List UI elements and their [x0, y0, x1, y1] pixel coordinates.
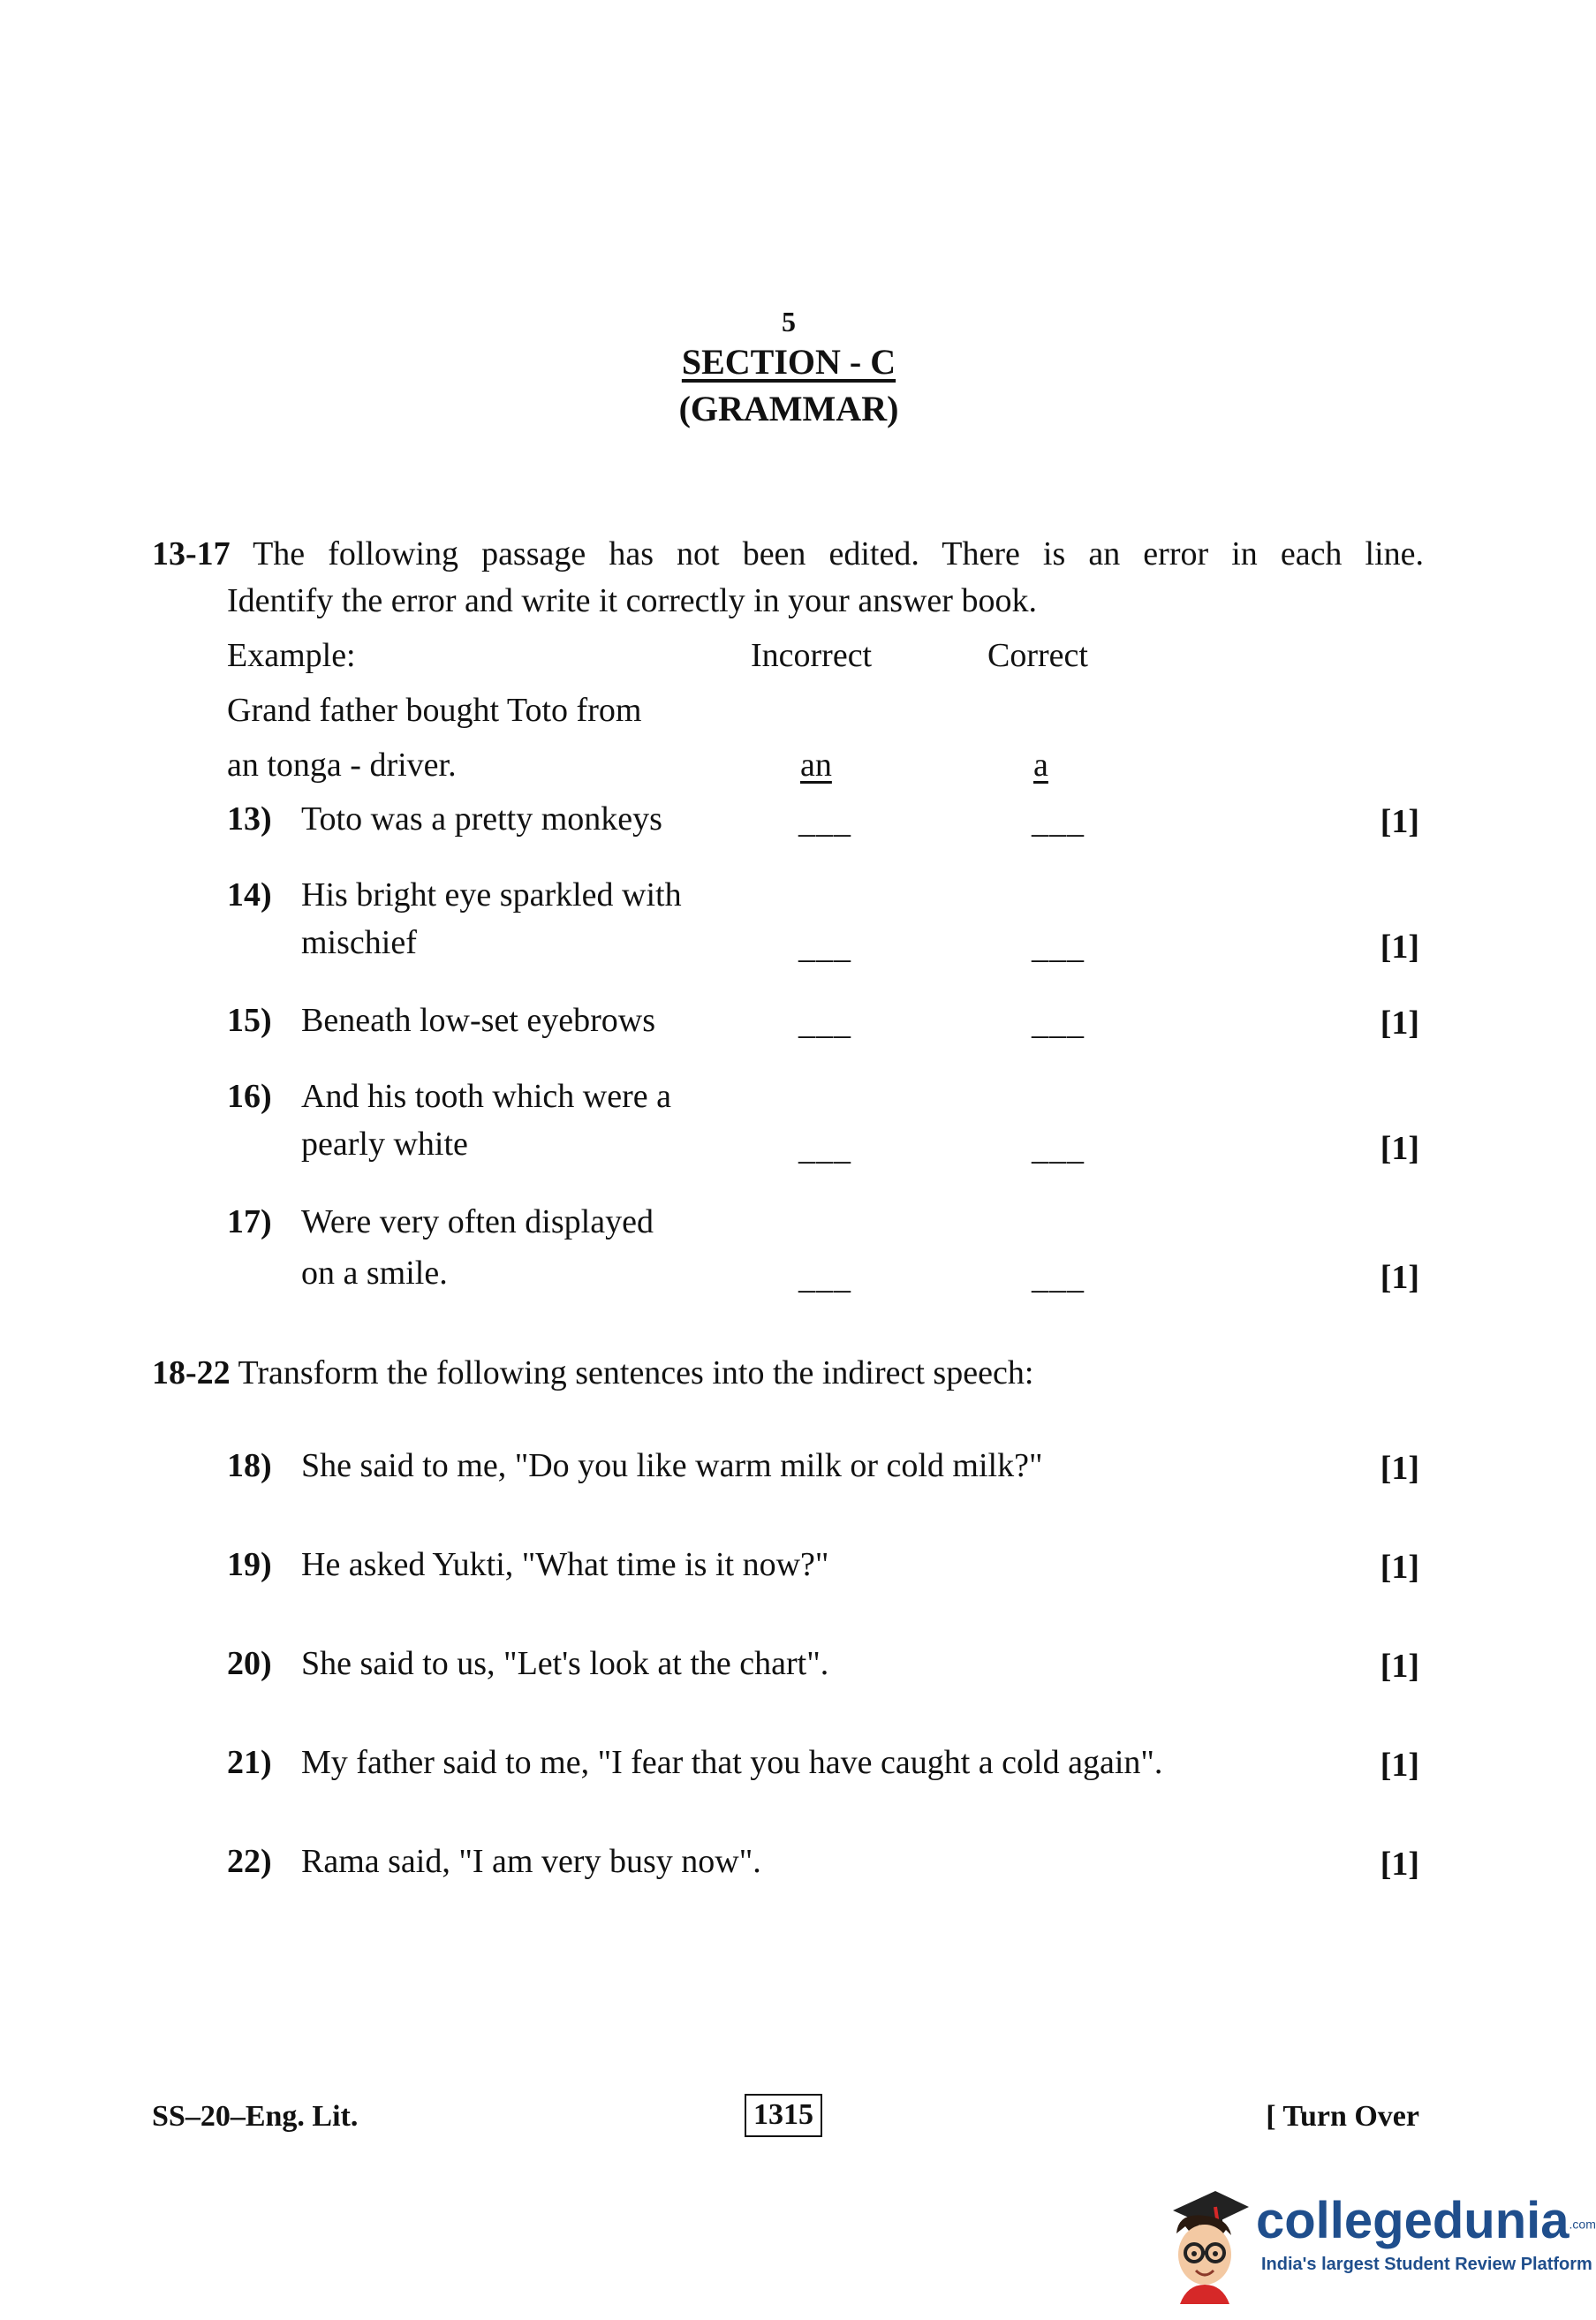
- q15-mark: [1]: [1380, 1005, 1419, 1042]
- q21-number: 21): [227, 1744, 272, 1781]
- footer-paper-code: 1315: [745, 2094, 822, 2137]
- q14-text-line2: mischief: [301, 924, 417, 961]
- q13-incorrect-blank: ___: [798, 803, 851, 840]
- example-label: Example:: [227, 637, 356, 674]
- example-line1: Grand father bought Toto from: [227, 692, 642, 729]
- q20-text: She said to us, "Let's look at the chart".: [301, 1645, 829, 1682]
- q13-17-instruction-line1: 13-17 The following passage has not been edited. There is an error in each line.: [152, 535, 1424, 572]
- q19-text: He asked Yukti, "What time is it now?": [301, 1546, 829, 1583]
- q16-text-line1: And his tooth which were a: [301, 1078, 671, 1115]
- q22-text: Rama said, "I am very busy now".: [301, 1843, 761, 1880]
- q15-incorrect-blank: ___: [798, 1005, 851, 1042]
- q17-text-line1: Were very often displayed: [301, 1203, 654, 1240]
- logo-wordmark: collegedunia.com: [1256, 2192, 1596, 2249]
- q17-number: 17): [227, 1203, 272, 1240]
- q19-mark: [1]: [1380, 1549, 1419, 1586]
- q19-number: 19): [227, 1546, 272, 1583]
- q16-number: 16): [227, 1078, 272, 1115]
- section-subtitle: (GRAMMAR): [678, 389, 899, 428]
- q15-correct-blank: ___: [1032, 1005, 1085, 1042]
- q13-17-instruction-line2: Identify the error and write it correctly in your answer book.: [227, 582, 1037, 619]
- mascot-logo-icon: [1161, 2180, 1249, 2304]
- q16-text-line2: pearly white: [301, 1126, 468, 1163]
- q21-text: My father said to me, "I fear that you have caught a cold again".: [301, 1744, 1163, 1781]
- logo-tagline: India's largest Student Review Platform: [1261, 2255, 1592, 2274]
- q13-mark: [1]: [1380, 803, 1419, 840]
- q16-mark: [1]: [1380, 1130, 1419, 1167]
- q17-correct-blank: ___: [1032, 1259, 1085, 1296]
- col-correct-header: Correct: [987, 637, 1088, 674]
- q17-text-line2: on a smile.: [301, 1255, 448, 1292]
- q14-correct-blank: ___: [1032, 929, 1085, 966]
- q18-mark: [1]: [1380, 1450, 1419, 1487]
- q15-text: Beneath low-set eyebrows: [301, 1002, 655, 1039]
- q14-mark: [1]: [1380, 929, 1419, 966]
- q15-number: 15): [227, 1002, 272, 1039]
- q22-mark: [1]: [1380, 1846, 1419, 1883]
- example-incorrect: an: [800, 747, 832, 784]
- example-correct: a: [1033, 747, 1048, 784]
- q20-mark: [1]: [1380, 1648, 1419, 1685]
- q17-incorrect-blank: ___: [798, 1259, 851, 1296]
- q18-number: 18): [227, 1447, 272, 1484]
- q16-correct-blank: ___: [1032, 1130, 1085, 1167]
- example-line2: an tonga - driver.: [227, 747, 457, 784]
- q16-incorrect-blank: ___: [798, 1130, 851, 1167]
- q14-text-line1: His bright eye sparkled with: [301, 876, 682, 914]
- q13-text: Toto was a pretty monkeys: [301, 800, 662, 838]
- q22-number: 22): [227, 1843, 272, 1880]
- q17-mark: [1]: [1380, 1259, 1419, 1296]
- q21-mark: [1]: [1380, 1747, 1419, 1784]
- footer-turn-over: [ Turn Over: [1266, 2100, 1419, 2133]
- q20-number: 20): [227, 1645, 272, 1682]
- q13-number: 13): [227, 800, 272, 838]
- q13-correct-blank: ___: [1032, 803, 1085, 840]
- page-number: 5: [782, 306, 796, 337]
- q18-text: She said to me, "Do you like warm milk or cold milk?": [301, 1447, 1043, 1484]
- col-incorrect-header: Incorrect: [751, 637, 873, 674]
- q18-22-instruction: 18-22 Transform the following sentences into the indirect speech:: [152, 1354, 1034, 1391]
- q14-incorrect-blank: ___: [798, 929, 851, 966]
- footer-subject-code: SS–20–Eng. Lit.: [152, 2100, 359, 2133]
- section-title: SECTION - C: [681, 342, 896, 382]
- q14-number: 14): [227, 876, 272, 914]
